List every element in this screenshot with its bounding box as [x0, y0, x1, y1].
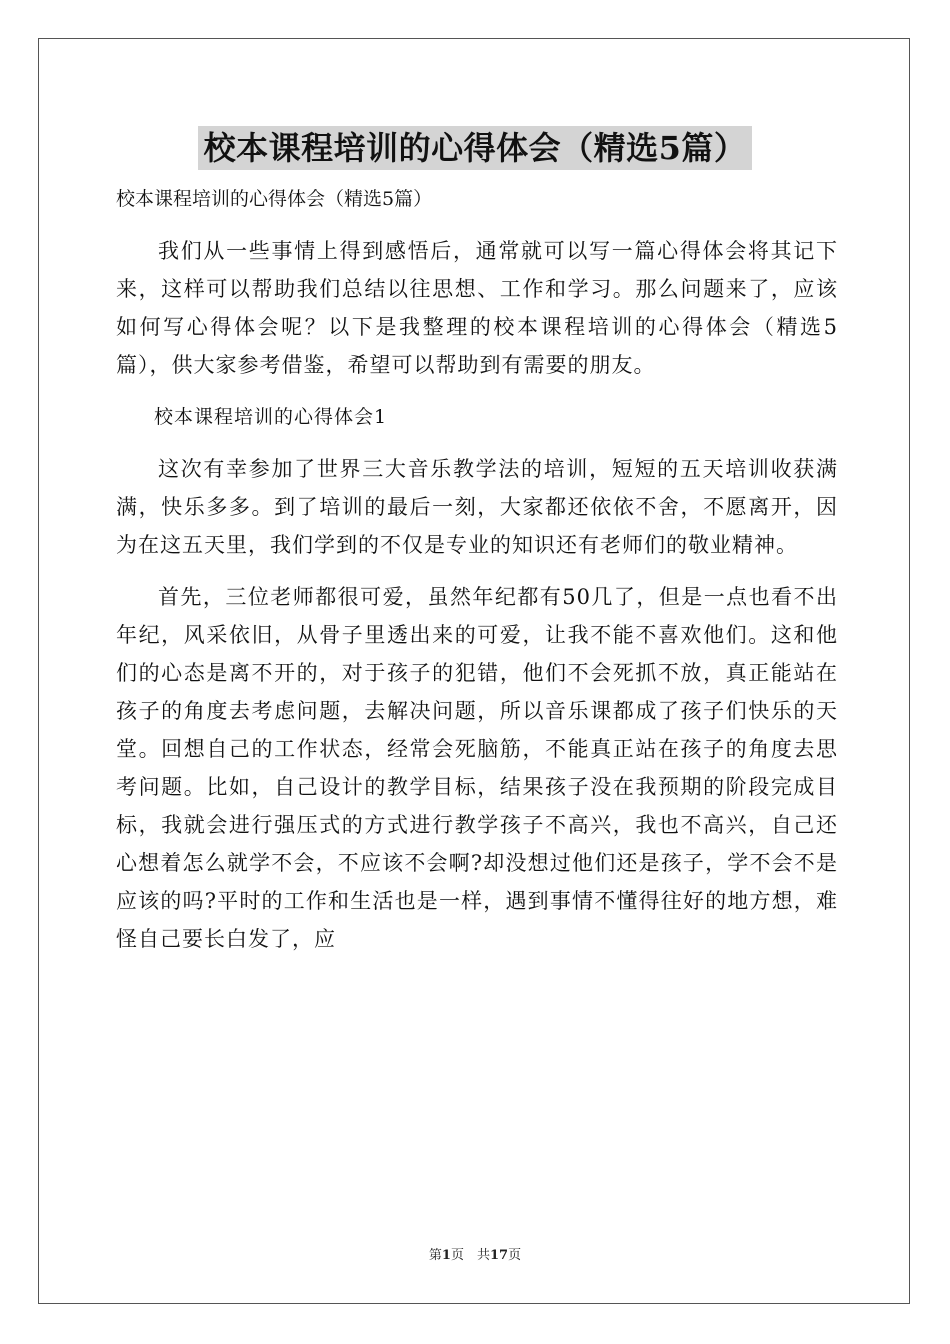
- document-subtitle: 校本课程培训的心得体会（精选5篇）: [116, 188, 433, 210]
- body-paragraph: 首先，三位老师都很可爱，虽然年纪都有50几了，但是一点也看不出年纪，风采依旧，从骨子里透出来的可爱，让我不能不喜欢他们。这和他们的心态是离不开的，对于孩子的犯错，他们不会死抓不放，真正能站在孩子的角度去考虑问题，去解决问题，所以音乐课都成了孩子们快乐的天堂。回想自己的工作状态，经常会死脑筋，不能真正站在孩子的角度去思考问题。比如，自己设计的教学目标，结果孩子没在我预期的阶段完成目标，我就会进行强压式的方式进行教学孩子不高兴，我也不高兴，自己还心想着怎么就学不会，不应该不会啊?却没想过他们还是孩子，学不会不是应该的吗?平时的工作和生活也是一样，遇到事情不懂得往好的地方想，难怪自己要长白发了，应: [116, 585, 838, 951]
- document-body: [116, 180, 838, 972]
- footer-page-suffix: 页: [508, 1248, 522, 1263]
- footer-page-number: 1: [441, 1248, 451, 1263]
- footer-page-prefix: 第: [428, 1248, 442, 1263]
- document-title: 校本课程培训的心得体会（精选5篇）: [198, 126, 753, 170]
- title-container: [0, 126, 950, 170]
- page-footer: [0, 1244, 950, 1263]
- body-paragraph: 这次有幸参加了世界三大音乐教学法的培训，短短的五天培训收获满满，快乐多多。到了培训的最后一刻，大家都还依依不舍，不愿离开，因为在这五天里，我们学到的不仅是专业的知识还有老师们的敬业精神。: [116, 457, 838, 557]
- footer-total-pages: 17: [489, 1248, 509, 1263]
- footer-page-mid: 页 共: [450, 1248, 490, 1263]
- section-heading: 校本课程培训的心得体会1: [154, 406, 388, 428]
- intro-paragraph: 我们从一些事情上得到感悟后，通常就可以写一篇心得体会将其记下来，这样可以帮助我们总结以往思想、工作和学习。那么问题来了，应该如何写心得体会呢？以下是我整理的校本课程培训的心得体会（精选5篇），供大家参考借鉴，希望可以帮助到有需要的朋友。: [116, 239, 838, 377]
